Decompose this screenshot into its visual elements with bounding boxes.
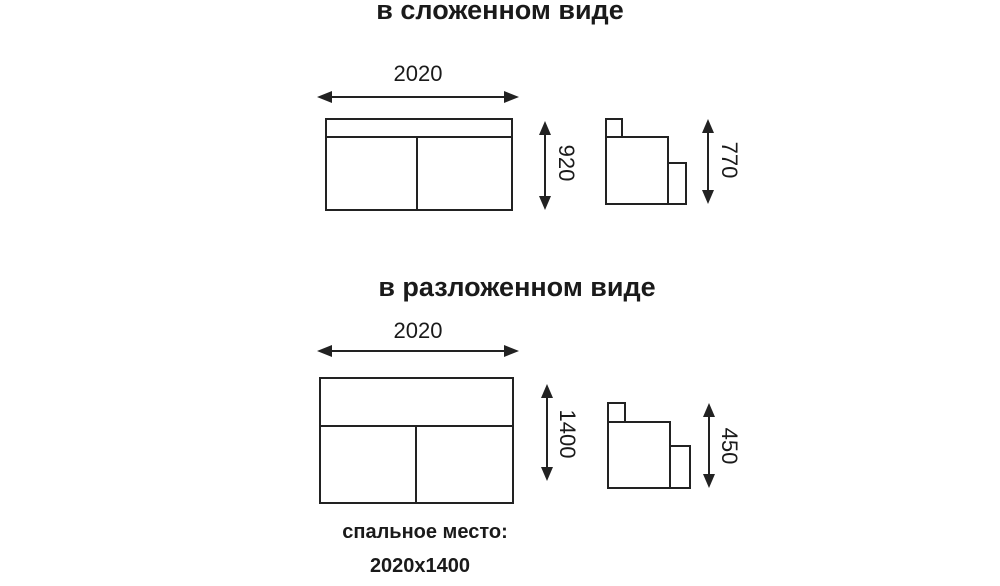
folded-height-dimension (702, 119, 714, 204)
folded-width-label: 2020 (393, 61, 443, 86)
unfolded-top-view (320, 378, 513, 503)
unfolded-depth-dimension (541, 384, 553, 481)
folded-height-label: 770 (717, 141, 742, 179)
unfolded-side-view (608, 403, 690, 488)
sleeping-place-label: спальное место: (342, 521, 508, 543)
folded-title: в сложенном виде (376, 0, 624, 25)
folded-front-view (326, 119, 512, 210)
folded-width-dimension (317, 91, 519, 103)
unfolded-depth-label: 1400 (555, 409, 580, 459)
unfolded-title: в разложенном виде (378, 272, 656, 302)
folded-side-view (606, 119, 686, 204)
unfolded-height-label: 450 (717, 427, 742, 465)
folded-depth-dimension (539, 121, 551, 210)
unfolded-width-dimension (317, 345, 519, 357)
unfolded-height-dimension (703, 403, 715, 488)
sleeping-place-size: 2020х1400 (369, 555, 471, 577)
unfolded-width-label: 2020 (393, 318, 443, 343)
folded-depth-label: 920 (554, 144, 579, 182)
